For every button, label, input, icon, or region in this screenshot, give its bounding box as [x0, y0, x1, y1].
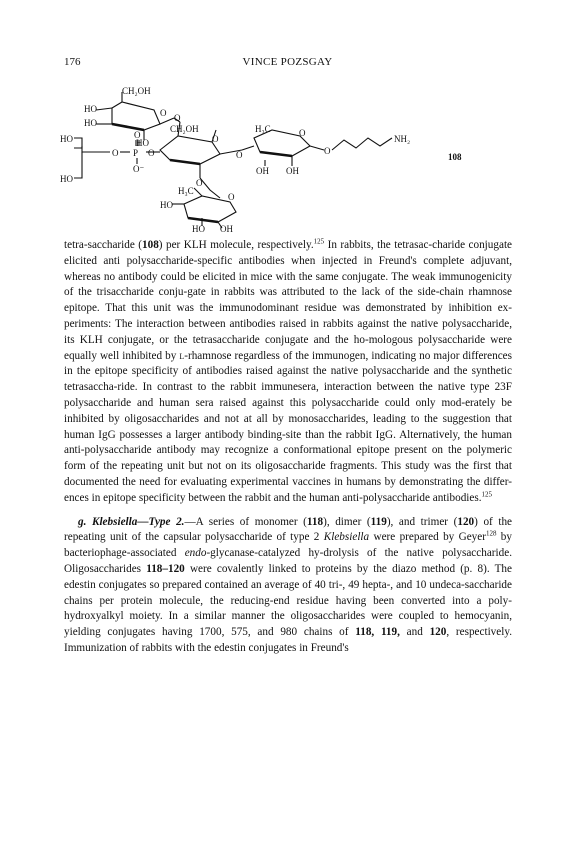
- paragraph-1: [64, 238, 512, 507]
- page-number: 176: [64, 56, 81, 68]
- label-o-ring1: O: [160, 108, 167, 118]
- running-head: VINCE POZSGAY: [242, 56, 333, 68]
- label-o-p-left: O: [112, 148, 119, 158]
- text-run: ) per KLH molecule, respectively.: [158, 239, 314, 251]
- label-h3c-2: H₃C: [178, 186, 194, 196]
- citation: 125: [313, 237, 325, 246]
- text-run: , respectively. Immunization of rabbits with the edestin conjugates in Freund's: [64, 626, 513, 654]
- compound-ref: 120: [457, 515, 475, 528]
- label-ho-2: HO: [84, 118, 97, 128]
- label-ho-3: HO: [136, 138, 149, 148]
- label-o-ring2: O: [212, 134, 219, 144]
- section-heading: g. Klebsiella—Type 2.: [78, 515, 185, 528]
- text-run: —A series of monomer (: [184, 515, 307, 528]
- text-run: were covalently linked to proteins by the diazo method (p. 8). The edestin conjugates so prepared contained an average of 40 tri-, 49 hepta-, and 10 undeca-saccharide chains per protein molecule, the reducing-end residue having been converted into a poly-hydroxyalkyl moiety. In a similar manner the oligosaccharides were coupled to hemocyanin, yielding conjugates having 1700, 575, and 980 chains of: [64, 562, 512, 639]
- text-run: -glycanase-catalyzed hy-drolysis of the native polysaccharide. Oligosaccharides: [64, 547, 512, 575]
- label-ho-rha2: HO: [192, 224, 205, 232]
- label-o-spacer: O: [324, 146, 331, 156]
- structure-drawing: [60, 80, 530, 232]
- label-oh-rha: OH: [220, 224, 233, 232]
- label-o-minus: O⁻: [133, 164, 145, 174]
- compound-ref: 108: [142, 239, 159, 251]
- label-oh-a: OH: [256, 166, 269, 176]
- label-h3c-1: H₃C: [255, 124, 271, 134]
- small-caps-prefix: l: [179, 349, 185, 362]
- text-run: ), and trimer (: [386, 515, 458, 528]
- label-ch2oh-top: CH₂OH: [122, 86, 151, 96]
- compound-ref: 120: [429, 626, 447, 639]
- compound-ref: 118, 119,: [355, 626, 400, 639]
- text-run: and: [399, 626, 430, 639]
- label-ho-rha: HO: [160, 200, 173, 210]
- label-p: P: [133, 148, 139, 158]
- body-text: [64, 238, 512, 657]
- label-ho-left-bottom: HO: [60, 174, 73, 184]
- label-ho-phosphate: HO: [60, 134, 73, 144]
- compound-ref: 118–120: [146, 562, 185, 575]
- italic-prefix: endo: [184, 547, 207, 560]
- text-run: tetra-saccharide (: [64, 239, 143, 251]
- label-o-link2: O: [236, 150, 243, 160]
- text-run: by bacteriophage-associated: [64, 531, 512, 560]
- label-o-ring3: O: [299, 128, 306, 138]
- label-o-ring4: O: [228, 192, 235, 202]
- label-o-double: O: [134, 130, 141, 140]
- citation: 125: [481, 490, 493, 499]
- label-o-link1: O: [174, 113, 181, 123]
- label-oh-b: OH: [286, 166, 299, 176]
- label-o-p-right: O: [148, 148, 155, 158]
- text-run: In rabbits, the tetrasac-charide conjugate elicited anti polysaccharide-specific antibodies when injected in Freund's complete adjuvant, whereas no antibody could be elicited in mice with the same conjugate. The weak immunogenicity of the trisaccharide conju-gate in rabbits was attributed to the lack of the side-chain rhamnose epitope. That this unit was the immunodominant residue was demonstrated by inhibition ex-periments: The interaction between antibodies raised in rabbits against the native polysaccharide, its KLH conjugate, or the tetrasaccharide conjugate and the ho-mologous polysaccharide were equally well inhibited by: [64, 239, 513, 362]
- compound-ref: 118: [306, 515, 324, 528]
- text-run: -rhamnose regardless of the immunogen, indicating no major differences in the epitope specificity of antibodies raised against the native polysaccharide and the synthetic tetrasaccha-ride. In contrast to the rabbit immunesera, interaction between the native type 23F polysaccharide and human sera raised against this polysaccharide could only mod-erately be inhibited by oligosaccharides and not at all by monosaccharides, leading to the suggestion that human IgG possesses a larger antibody binding-site than the rabbit IgG. Alternatively, the human anti-polysaccharide antibody may recognize a conformational epitope present on the polymeric form of the repeating unit but not on its oligosaccharide fragments. This study was the first that documented the need for evaluating experimental vaccines in humans by demonstrating the differ-ences in epitope specificity between the rabbit and the human anti-polysaccharide antibodies.: [64, 349, 513, 504]
- paragraph-2: [64, 515, 512, 657]
- label-ch2oh-mid: CH₂OH: [170, 124, 199, 134]
- label-nh2: NH₂: [394, 134, 411, 144]
- chemical-structure: [60, 80, 530, 232]
- text-run: ) of the repeating unit of the capsular polysaccharide of type 2: [64, 515, 513, 544]
- text-run: ), dimer (: [323, 515, 371, 528]
- label-o-link3: O: [196, 178, 203, 188]
- compound-number: 108: [448, 152, 462, 162]
- citation: 128: [485, 529, 497, 538]
- organism-name: Klebsiella: [323, 531, 370, 544]
- compound-ref: 119: [370, 515, 387, 528]
- text-run: were prepared by Geyer: [369, 531, 486, 544]
- label-ho-1: HO: [84, 104, 97, 114]
